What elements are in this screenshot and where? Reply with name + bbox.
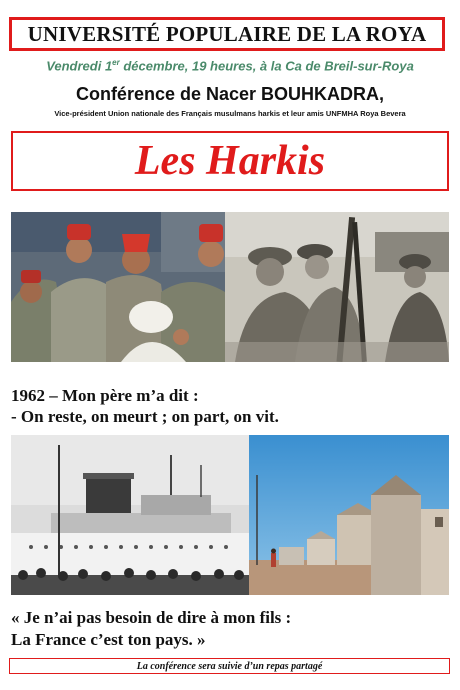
event-date-sup: er	[112, 58, 120, 67]
main-title-box	[11, 131, 449, 191]
quote-bottom-line1: « Je n’ai pas besoin de dire à mon fils :	[11, 608, 292, 627]
speaker-role: Vice-président Union nationale des Français musulmans harkis et leur amis UNFMHA Roya Bevera	[54, 109, 406, 118]
event-date-prefix: Vendredi 1	[46, 58, 113, 74]
photo-ship-departure	[11, 435, 249, 595]
quote-top-line2: - On reste, on meurt ; on part, on vit.	[11, 407, 279, 426]
header-title: UNIVERSITÉ POPULAIRE DE LA ROYA	[27, 21, 427, 46]
footer-note: La conférence sera suivie d’un repas partagé	[136, 660, 323, 672]
speaker-name: Conférence de Nacer BOUHKADRA,	[75, 84, 385, 104]
event-date-suffix: décembre, 19 heures, à la Ca de Breil-sur-Roya	[119, 58, 414, 74]
quote-bottom-line2: La France c’est ton pays. »	[11, 630, 206, 649]
header-title-box	[9, 17, 445, 51]
photo-harki-soldiers	[11, 212, 225, 362]
photo-women-soldiers	[225, 212, 449, 362]
footer-box	[9, 658, 450, 674]
quote-top	[11, 385, 451, 427]
photo-camp-barracks	[249, 435, 449, 595]
event-date	[0, 58, 460, 73]
quote-top-line1: 1962 – Mon père m’a dit :	[11, 386, 199, 405]
main-title: Les Harkis	[134, 138, 326, 184]
quote-bottom	[11, 607, 451, 651]
